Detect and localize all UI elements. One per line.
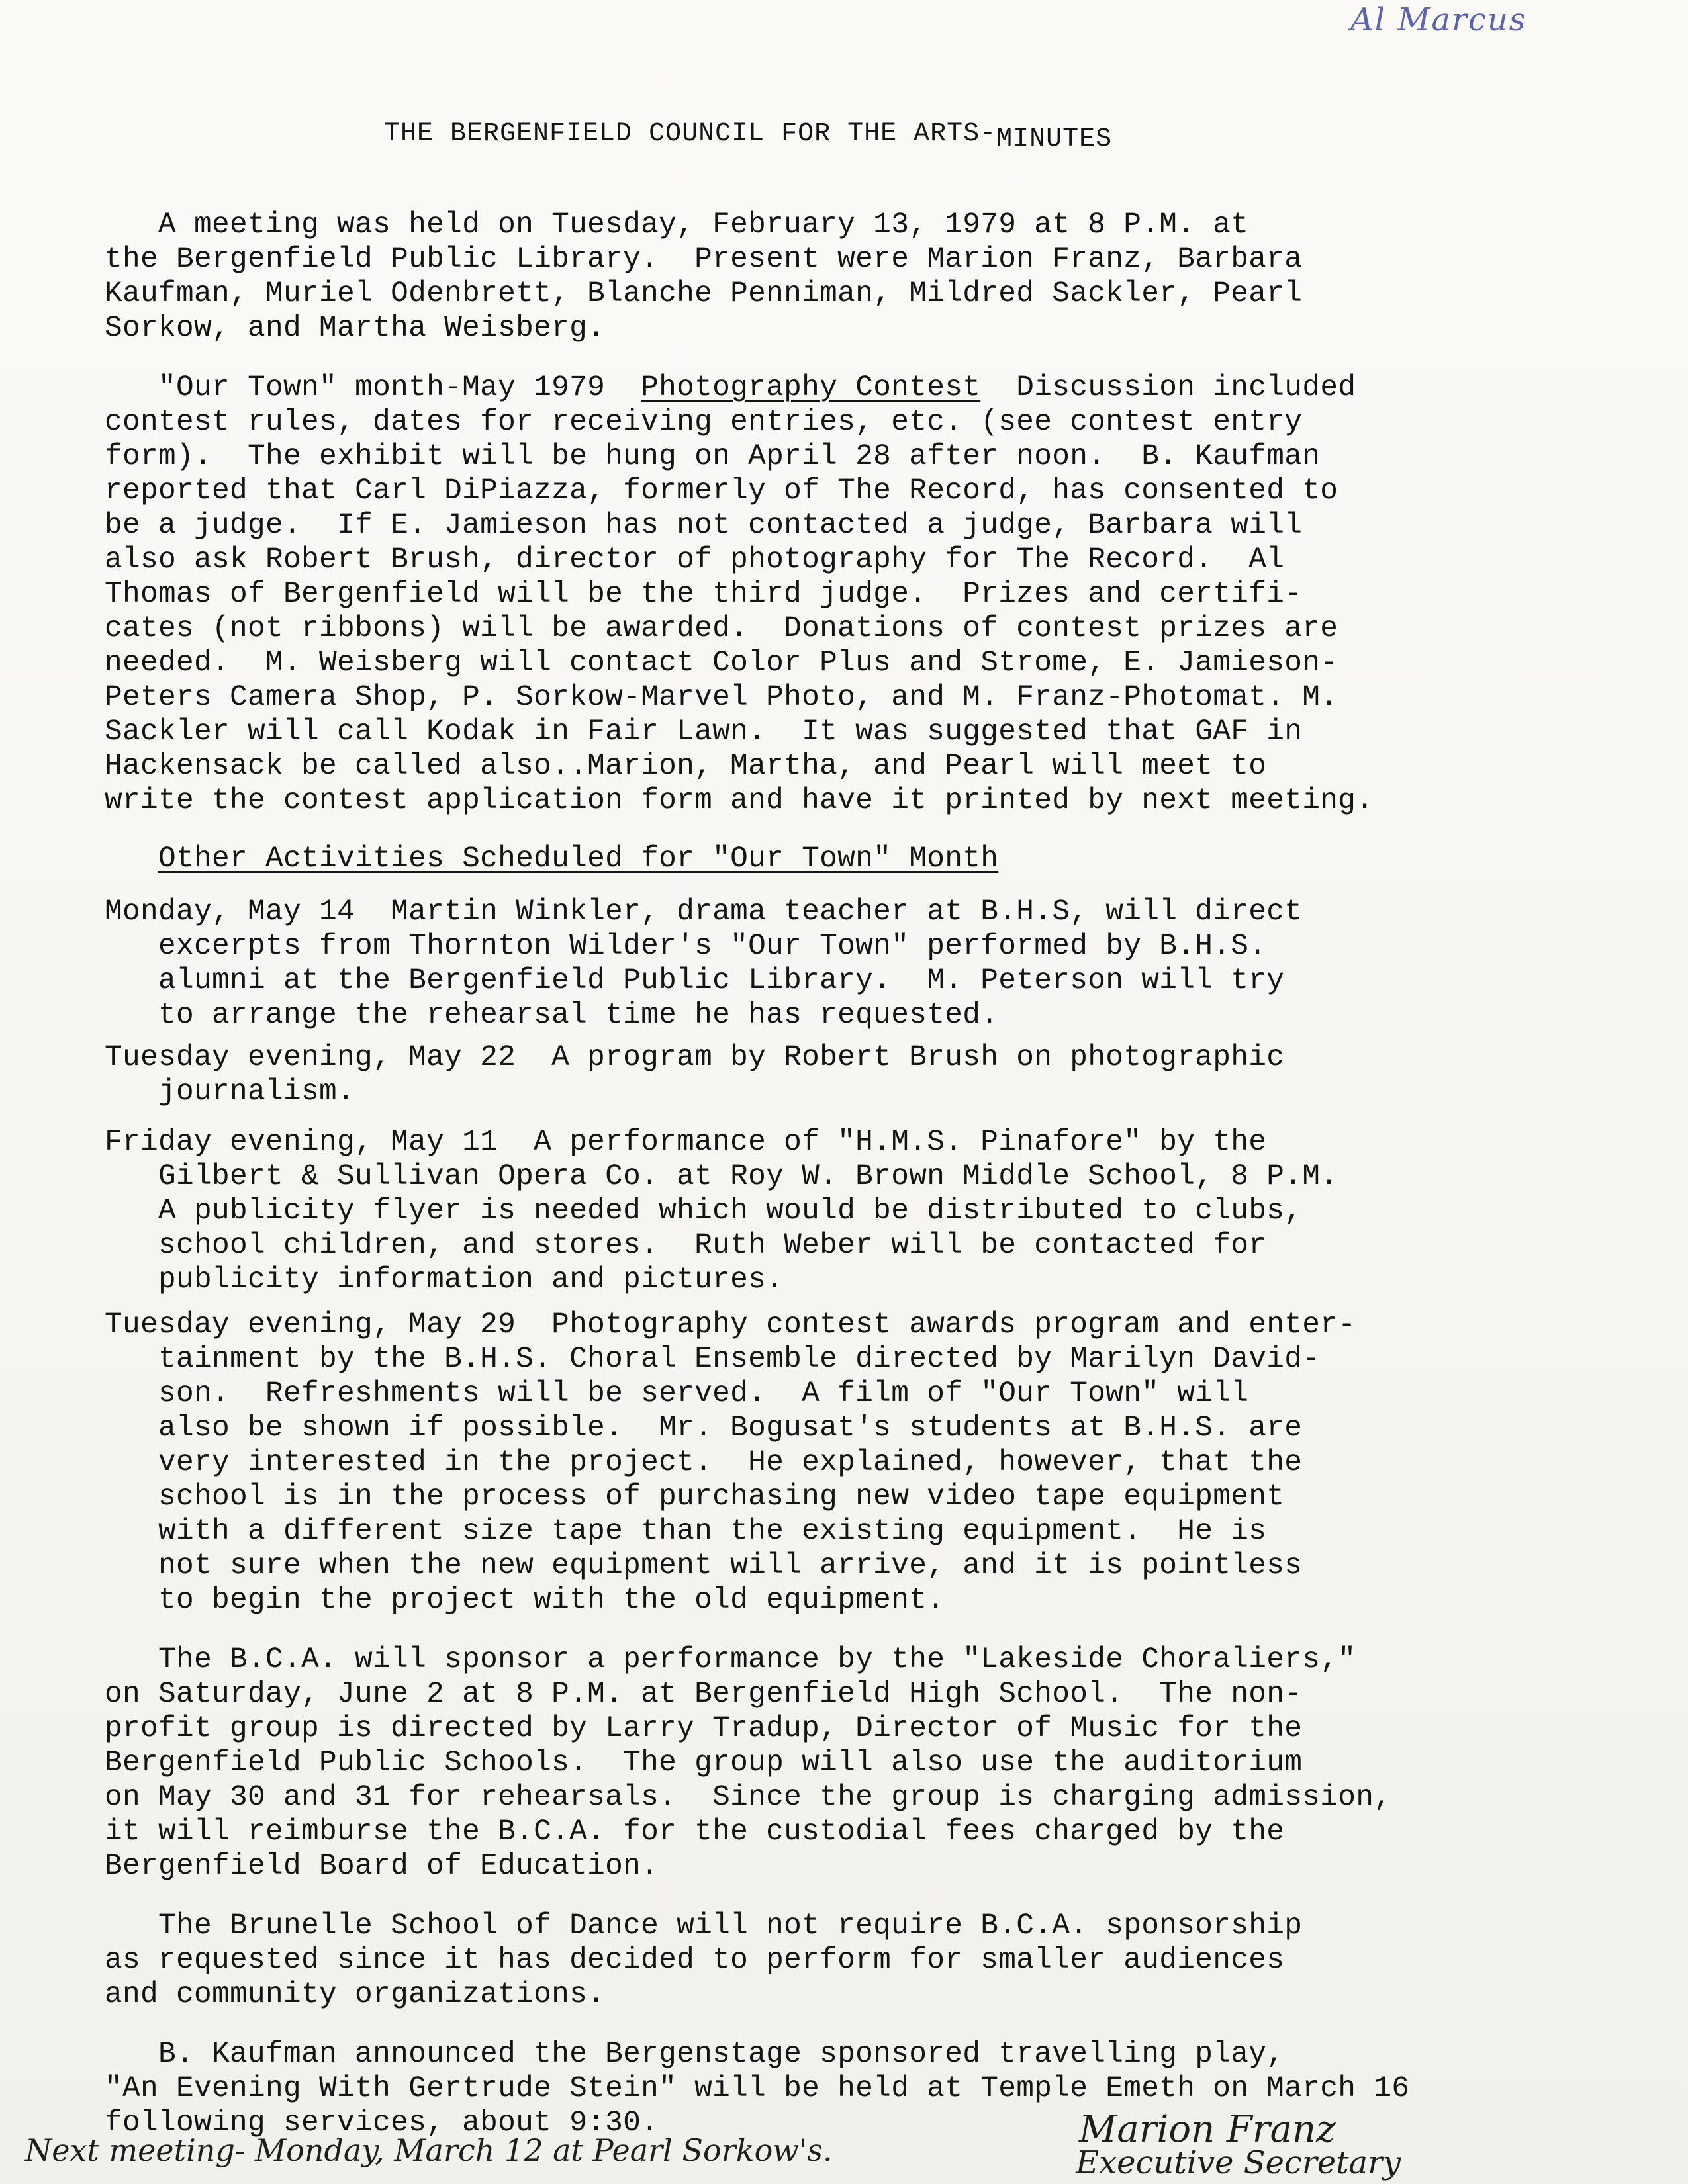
line-text: Sorkow, and Martha Weisberg. <box>105 312 606 345</box>
body-line <box>105 1125 1266 1160</box>
line-text: A meeting was held on Tuesday, February 13, 1979 at 8 P.M. at <box>105 208 1249 242</box>
document-title <box>384 119 1113 154</box>
underlined-heading: Other Activities Scheduled for "Our Town" Month <box>158 842 999 876</box>
body-line <box>105 998 998 1032</box>
line-text: Gilbert & Sullivan Opera Co. at Roy W. Brown Middle School, 8 P.M. <box>105 1160 1338 1193</box>
line-text: on May 30 and 31 for rehearsals. Since the group is charging admission, <box>105 1781 1392 1814</box>
line-text: Discussion included <box>980 371 1356 404</box>
line-text: school is in the process of purchasing new video tape equipment <box>105 1480 1285 1514</box>
body-line <box>105 1308 1356 1342</box>
line-text: tainment by the B.H.S. Choral Ensemble directed by Marilyn David- <box>105 1343 1321 1376</box>
body-line <box>105 1480 1284 1514</box>
body-line <box>105 1263 784 1297</box>
body-line <box>105 964 1284 998</box>
line-text: "An Evening With Gertrude Stein" will be held at Temple Emeth on March 16 <box>105 2072 1410 2105</box>
line-text: The B.C.A. will sponsor a performance by the "Lakeside Choraliers," <box>105 1643 1356 1676</box>
body-line <box>105 1746 1302 1780</box>
line-text: not sure when the new equipment will arrive, and it is pointless <box>105 1549 1303 1582</box>
line-text: Tuesday evening, May 22 A program by Robert Brush on photographic <box>105 1041 1285 1074</box>
handwritten-signature: Marion Franz <box>1079 2108 1336 2151</box>
body-line <box>105 1514 1266 1549</box>
body-line <box>105 1978 605 2012</box>
line-text: journalism. <box>105 1075 355 1109</box>
line-text: Tuesday evening, May 29 Photography contest awards program and enter- <box>105 1308 1356 1342</box>
body-line <box>105 311 605 345</box>
line-text: contest rules, dates for receiving entries, etc. (see contest entry <box>105 406 1303 439</box>
body-line <box>105 612 1338 646</box>
line-text: excerpts from Thornton Wilder's "Our Town" performed by B.H.S. <box>105 930 1267 963</box>
line-text <box>105 842 158 876</box>
body-line <box>105 1228 1266 1263</box>
body-line <box>105 1909 1302 1943</box>
line-text: the Bergenfield Public Library. Present were Marion Franz, Barbara <box>105 243 1303 276</box>
body-line <box>105 1040 1284 1075</box>
line-text: form). The exhibit will be hung on April 28 after noon. B. Kaufman <box>105 440 1321 473</box>
body-line <box>105 1943 1284 1978</box>
line-text: Bergenfield Board of Education. <box>105 1850 659 1883</box>
body-line <box>105 1780 1391 1815</box>
body-line <box>105 784 1374 818</box>
body-line <box>105 895 1302 929</box>
line-text: publicity information and pictures. <box>105 1263 784 1297</box>
body-line <box>105 371 1356 405</box>
body-line <box>105 1377 1248 1411</box>
body-line <box>105 2037 1284 2071</box>
signature-title: Executive Secretary <box>1076 2144 1401 2181</box>
body-line <box>105 1160 1338 1194</box>
handwritten-next-meeting-note: Next meeting- Monday, March 12 at Pearl Sorkow's. <box>25 2132 833 2168</box>
underlined-heading: Photography Contest <box>641 371 981 404</box>
line-text: Monday, May 14 Martin Winkler, drama teacher at B.H.S, will direct <box>105 895 1303 929</box>
body-line <box>105 508 1302 543</box>
line-text: needed. M. Weisberg will contact Color Plus and Strome, E. Jamieson- <box>105 647 1338 680</box>
body-line <box>105 929 1266 964</box>
line-text: school children, and stores. Ruth Weber will be contacted for <box>105 1229 1267 1262</box>
body-line <box>105 405 1302 439</box>
line-text: very interested in the project. He explained, however, that the <box>105 1446 1303 1479</box>
line-text: Hackensack be called also..Marion, Martha, and Pearl will meet to <box>105 750 1267 783</box>
body-line <box>105 680 1338 715</box>
line-text: to arrange the rehearsal time he has requested. <box>105 999 999 1032</box>
line-text: Friday evening, May 11 A performance of "H.M.S. Pinafore" by the <box>105 1126 1267 1159</box>
body-line <box>105 1411 1302 1445</box>
body-line <box>105 2071 1409 2106</box>
line-text: cates (not ribbons) will be awarded. Donations of contest prizes are <box>105 612 1338 645</box>
line-text: Kaufman, Muriel Odenbrett, Blanche Penniman, Mildred Sackler, Pearl <box>105 277 1303 310</box>
body-line <box>105 1549 1302 1583</box>
body-line <box>105 1445 1302 1480</box>
body-line <box>105 1849 659 1884</box>
line-text: and community organizations. <box>105 1978 606 2011</box>
body-line <box>105 1643 1356 1677</box>
line-text: Peters Camera Shop, P. Sorkow-Marvel Photo, and M. Franz-Photomat. M. <box>105 681 1338 714</box>
line-text: Thomas of Bergenfield will be the third judge. Prizes and certifi- <box>105 578 1303 611</box>
body-line <box>105 715 1302 749</box>
line-text: Bergenfield Public Schools. The group will also use the auditorium <box>105 1747 1303 1780</box>
line-text: "Our Town" month-May 1979 <box>105 371 641 404</box>
body-line <box>105 1342 1320 1377</box>
line-text: it will reimburse the B.C.A. for the custodial fees charged by the <box>105 1815 1285 1848</box>
line-text: B. Kaufman announced the Bergenstage sponsored travelling play, <box>105 2038 1285 2071</box>
line-text: Sackler will call Kodak in Fair Lawn. It was suggested that GAF in <box>105 715 1303 749</box>
body-line <box>105 842 998 876</box>
title-suffix: MINUTES <box>996 124 1113 154</box>
body-line <box>105 439 1320 474</box>
body-line <box>105 277 1302 311</box>
line-text: also ask Robert Brush, director of photography for The Record. Al <box>105 543 1285 576</box>
line-text: with a different size tape than the existing equipment. He is <box>105 1515 1267 1548</box>
line-text: profit group is directed by Larry Tradup, Director of Music for the <box>105 1712 1303 1745</box>
line-text: also be shown if possible. Mr. Bogusat's students at B.H.S. are <box>105 1412 1303 1445</box>
body-line <box>105 474 1338 508</box>
body-line <box>105 208 1248 242</box>
handwritten-recipient: Al Marcus <box>1350 1 1527 38</box>
line-text: on Saturday, June 2 at 8 P.M. at Bergenfield High School. The non- <box>105 1678 1303 1711</box>
line-text: write the contest application form and have it printed by next meeting. <box>105 784 1374 817</box>
body-line <box>105 577 1302 612</box>
line-text: to begin the project with the old equipment. <box>105 1584 945 1617</box>
line-text: following services, about 9:30. <box>105 2107 659 2140</box>
title-main: THE BERGENFIELD COUNCIL FOR THE ARTS- <box>384 119 997 149</box>
body-line <box>105 646 1338 680</box>
line-text: alumni at the Bergenfield Public Library. M. Peterson will try <box>105 964 1285 997</box>
line-text: A publicity flyer is needed which would be distributed to clubs, <box>105 1195 1303 1228</box>
line-text: as requested since it has decided to perform for smaller audiences <box>105 1944 1285 1977</box>
body-line <box>105 1815 1284 1849</box>
body-line <box>105 1583 945 1617</box>
line-text: son. Refreshments will be served. A film of "Our Town" will <box>105 1377 1249 1410</box>
body-line <box>105 543 1284 577</box>
body-line <box>105 1711 1302 1746</box>
body-line <box>105 1677 1302 1711</box>
body-line <box>105 749 1266 784</box>
line-text: be a judge. If E. Jamieson has not contacted a judge, Barbara will <box>105 509 1303 542</box>
line-text: reported that Carl DiPiazza, formerly of The Record, has consented to <box>105 475 1338 508</box>
body-line <box>105 1194 1302 1228</box>
body-line <box>105 242 1302 277</box>
line-text: The Brunelle School of Dance will not require B.C.A. sponsorship <box>105 1909 1303 1942</box>
body-line <box>105 1075 355 1109</box>
